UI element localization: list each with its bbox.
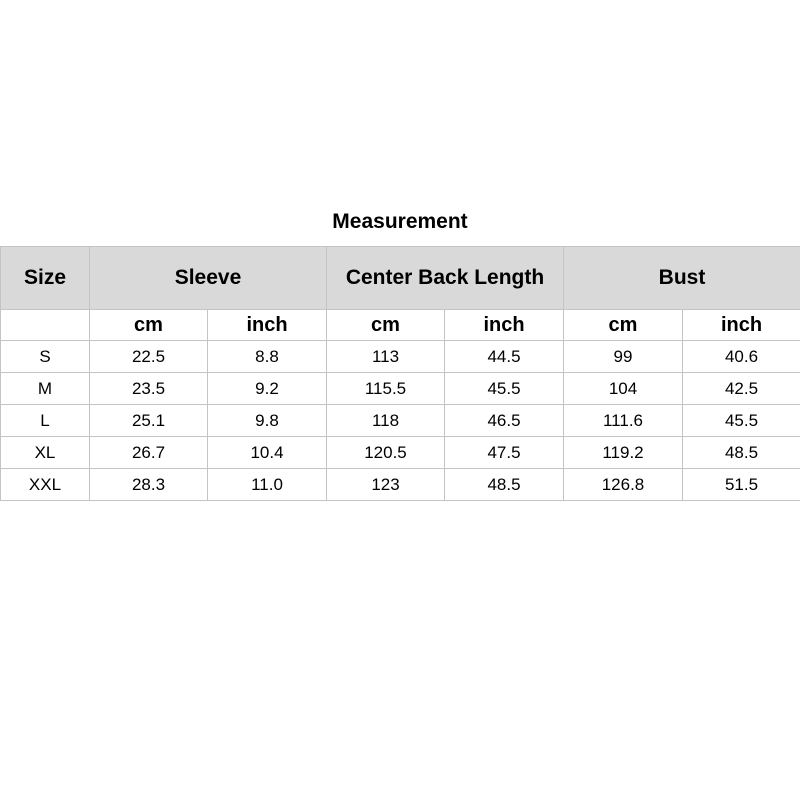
table-cell: 26.7 [90,437,208,469]
table-cell: 45.5 [445,373,564,405]
table-cell: 51.5 [683,469,800,501]
table-cell: 46.5 [445,405,564,437]
table-cell: 120.5 [327,437,445,469]
table-cell: 9.8 [208,405,327,437]
table-cell: 8.8 [208,341,327,373]
unit-header: inch [208,310,327,341]
table-cell: 25.1 [90,405,208,437]
table-cell: 104 [564,373,683,405]
table-cell: 115.5 [327,373,445,405]
table-cell: 47.5 [445,437,564,469]
table-cell: 23.5 [90,373,208,405]
table-cell: 48.5 [683,437,800,469]
unit-header: cm [564,310,683,341]
table-cell: 48.5 [445,469,564,501]
table-cell: 113 [327,341,445,373]
table-cell: 44.5 [445,341,564,373]
table-cell: 28.3 [90,469,208,501]
table-row [1,341,800,373]
table-cell: 45.5 [683,405,800,437]
unit-header-row [1,310,800,341]
size-chart-table [0,246,800,501]
table-row [1,437,800,469]
table-cell: 9.2 [208,373,327,405]
table-cell: 99 [564,341,683,373]
size-cell: XXL [1,469,90,501]
group-header-bust: Bust [564,247,800,310]
group-header-center-back-length: Center Back Length [327,247,564,310]
size-cell: M [1,373,90,405]
table-cell: 111.6 [564,405,683,437]
unit-header: inch [445,310,564,341]
group-header-sleeve: Sleeve [90,247,327,310]
unit-header: cm [90,310,208,341]
unit-header: inch [683,310,800,341]
table-cell: 22.5 [90,341,208,373]
table-cell: 42.5 [683,373,800,405]
size-cell: S [1,341,90,373]
size-cell: XL [1,437,90,469]
table-cell: 118 [327,405,445,437]
table-row [1,405,800,437]
table-cell: 10.4 [208,437,327,469]
table-cell: 123 [327,469,445,501]
group-header-row [1,247,800,310]
page-title: Measurement [332,210,468,233]
size-header: Size [1,247,90,310]
size-cell: L [1,405,90,437]
table-cell: 126.8 [564,469,683,501]
table-row [1,469,800,501]
table-cell: 40.6 [683,341,800,373]
unit-header-empty [1,310,90,341]
table-cell: 119.2 [564,437,683,469]
table-row [1,373,800,405]
unit-header: cm [327,310,445,341]
table-cell: 11.0 [208,469,327,501]
